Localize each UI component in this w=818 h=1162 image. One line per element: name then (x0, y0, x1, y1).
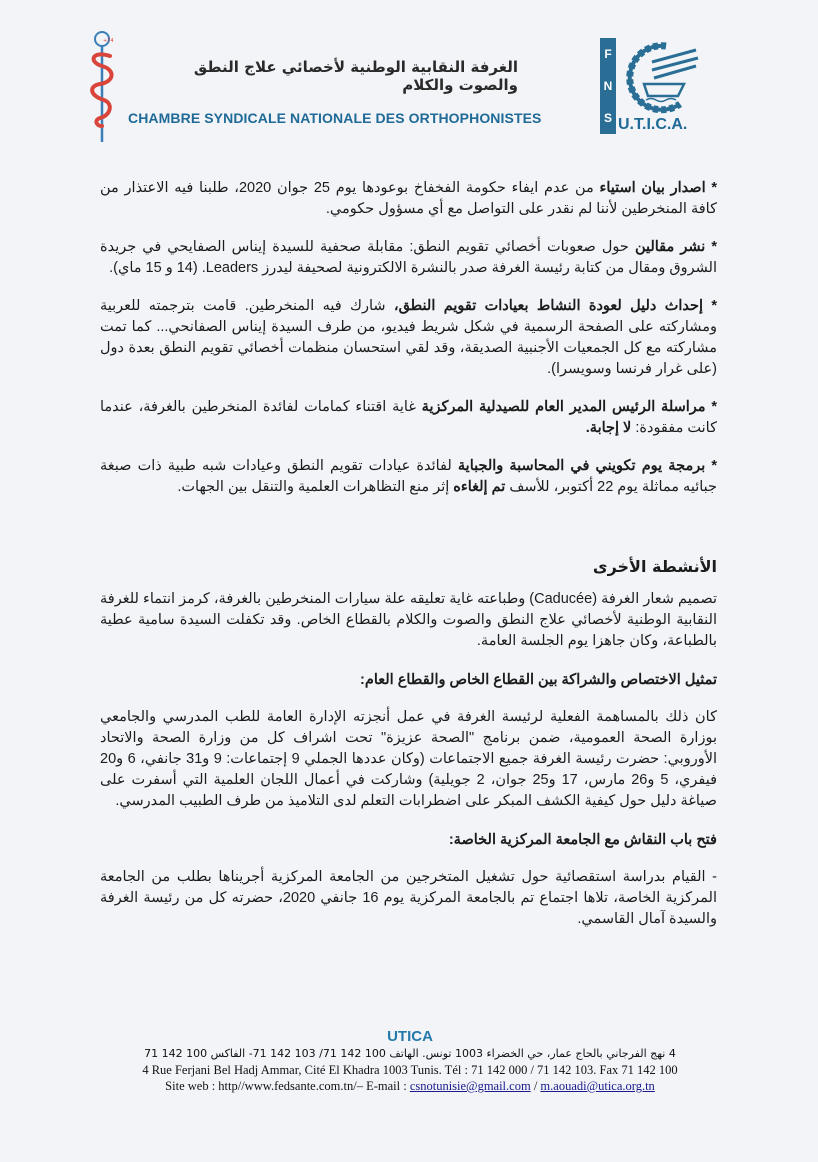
utica-label: U.T.I.C.A. (618, 116, 688, 133)
activity-result: لا إجابة. (585, 420, 632, 436)
activity-text: حول صعوبات أخصائي تقويم النطق: مقابلة صحفية للسيدة إيناس الصفايحي في جريدة الشروق ومقال من كتابة رئيسة الغرفة صدر بالنشرة الالكترونية لصحيفة ليدرز Leaders. (14 و 15 ماي). (100, 239, 717, 276)
fns-bar (600, 38, 616, 134)
other-activities-intro: تصميم شعار الغرفة (Caducée) وطباعته غاية تعليقه علة سيارات المنخرطين بالغرفة، كرمز انتماء للغرفة النقابية الوطنية لأخصائي علاج النطق والصوت والكلام بالقطاع الخاص. وقد تكفلت السيدة سامية عطية بالطباعة، وكان جاهزا يوم الجلسة العامة. (100, 591, 717, 649)
subsection-title: تمثيل الاختصاص والشراكة بين القطاع الخاص والقطاع العام: (360, 672, 717, 688)
letterhead (0, 0, 818, 150)
svg-text:+74: +74 (103, 38, 114, 44)
activity-text: غاية اقتناء كمامات لفائدة المنخرطين بالغرفة، عندما كانت مفقودة: (100, 399, 717, 436)
activity-heading: * إحداث دليل لعودة النشاط بعيادات تقويم النطق، (393, 298, 717, 314)
email-link-aouadi[interactable]: m.aouadi@utica.org.tn (540, 1079, 655, 1093)
org-name-arabic: الغرفة النقابية الوطنية لأخصائي علاج النطق والصوت والكلام (193, 58, 518, 94)
activity-paragraph (100, 296, 717, 380)
activity-heading: * مراسلة الرئيس المدير العام للصيدلية المركزية (421, 399, 717, 415)
email-separator: / (530, 1079, 541, 1093)
activity-text: لفائدة عيادات تقويم النطق وعيادات شبه طبية ذات صبغة جبائيه مماثلة يوم 22 أكتوبر، للأسف (100, 458, 717, 495)
footer-site: Site web : http//www.fedsante.com.tn/– E-mail : (165, 1079, 410, 1093)
fns-letter: F (604, 47, 612, 61)
section-title-other-activities: الأنشطة الأخرى (592, 557, 717, 576)
subsection-text: - القيام بدراسة استقصائية حول تشغيل المتخرجين من الجامعة المركزية أجريناها بطلب من الجامعة المركزية الخاصة، تلاها اجتماع تم بالجامعة المركزية يوم 16 جانفي 2020، حضرته كل من رئيسة الغرفة والسيدة آمال القاسمي. (100, 869, 717, 927)
activity-paragraph (100, 178, 717, 220)
activity-text: من عدم ايفاء حكومة الفخفاخ بوعودها يوم 25 جوان 2020، طلبنا فيه الاعتذار من كافة المنخرطين لأننا لم نقدر على التواصل مع أي مسؤول حكومي. (100, 180, 717, 217)
email-link-csno[interactable]: csnotunisie@gmail.com (409, 1079, 531, 1093)
activity-paragraph (100, 456, 717, 498)
footer-address-arabic: 4 نهج الفرجاني بالحاج عمار، حي الخضراء 1003 تونس. الهاتف 100 142 71/ 103 142 71- الفاكس 100 142 71 (144, 1047, 676, 1060)
org-name-french: CHAMBRE SYNDICALE NATIONALE DES ORTHOPHONISTES (128, 110, 542, 126)
activity-heading: * نشر مقالين (634, 239, 717, 255)
caduceus-icon (82, 30, 122, 145)
fns-letter: N (603, 79, 613, 93)
utica-gear-icon (622, 40, 702, 114)
footer (90, 1028, 730, 1094)
activity-heading: * اصدار بيان استياء (599, 180, 717, 196)
utica-logo (600, 38, 740, 138)
activity-paragraph (100, 237, 717, 279)
footer-title: UTICA (387, 1028, 433, 1045)
activity-text: شارك فيه المنخرطين. قامت بترجمته للعربية ومشاركته على الصفحة الرسمية في شكل شريط فيديو، من طرف السيدة إيناس الصفانحي... كما تمت مشاركته مع كل الجمعيات الأجنبية الصديقة، وقد لقي استحسان منظمات أخصائي تقويم النطق بعدة دول (على غرار فرنسا وسويسرا). (100, 298, 717, 377)
activity-paragraph (100, 397, 717, 439)
fns-letter: S (603, 111, 612, 125)
subsection-text: كان ذلك بالمساهمة الفعلية لرئيسة الغرفة في عمل أنجزته الإدارة العامة للطب المدرسي والجامعي بوزارة الصحة العمومية، ضمن برنامج "الصحة عزيزة" تحت اشراف كل من وزارة الصحة والاتحاد الأوروبي: حضرت رئيسة الغرفة جميع الاجتماعات (وكان عددها الجملي 9 إجتماعات: 9 و31 جانفي، 6 و20 فيفري، 5 و26 مارس، 17 و25 جوان، 2 جويلية) وشاركت في أعمال اللجان العلمية التي أسفرت على صياغة دليل حول كيفية الكشف المبكر على اضطرابات التعلم لدى التلاميذ من طرف الطبيب المدرسي. (100, 709, 718, 809)
activity-text: إثر منع التظاهرات العلمية والتنقل بين الجهات. (177, 479, 454, 495)
activity-result: تم إلغاءه (453, 479, 506, 495)
footer-address-french: 4 Rue Ferjani Bel Hadj Ammar, Cité El Khadra 1003 Tunis. Tél : 71 142 000 / 71 142 103. Fax 71 142 100 (142, 1063, 678, 1077)
document-body (100, 178, 717, 947)
activity-heading: * برمجة يوم تكويني في المحاسبة والجباية (457, 458, 717, 474)
subsection-title: فتح باب النقاش مع الجامعة المركزية الخاصة: (448, 832, 717, 848)
footer-contact (90, 1078, 730, 1094)
